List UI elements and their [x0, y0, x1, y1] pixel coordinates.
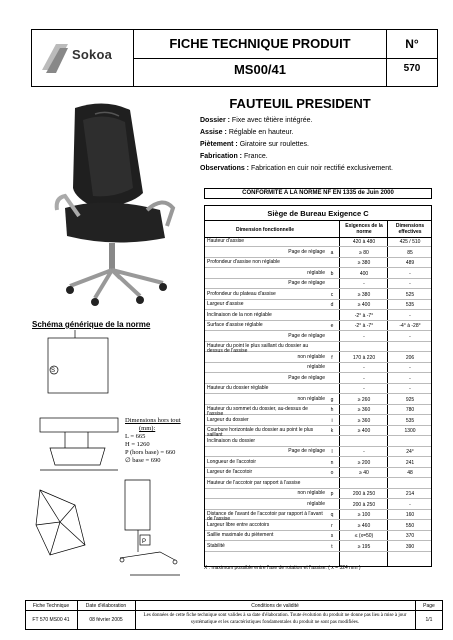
col-header: Dimension fonctionnelle: [235, 227, 295, 233]
table-row: [205, 270, 431, 279]
table-row: [205, 364, 431, 373]
table-cell: ≥ 80: [359, 249, 369, 256]
table-cell: Hauteur du sommet du dossier, au-dessus de l'assise: [207, 406, 308, 417]
table-cell: i: [331, 417, 333, 424]
table-cell: ≥ 360: [357, 417, 371, 424]
table-cell: Stabilité: [207, 542, 225, 549]
footer-conditions-value: Les données de cette fiche technique sont valides à sa date d'élaboration. Toute évolution du produit ne donne pas lieu à mise à jour systématique et les caractéristiques fondamentales du produit ne sont pas modifiées.: [143, 613, 407, 625]
footer-page-value: 1/1: [425, 617, 433, 623]
footer-header: Fiche Technique: [32, 603, 70, 609]
conformity-banner: CONFORMITE A LA NORME NF EN 1335 de Juin 2000: [204, 188, 432, 199]
table-cell: 925: [405, 396, 415, 403]
table-cell: Inclinaison du dossier: [207, 437, 256, 444]
table-cell: réglable: [307, 269, 325, 276]
table-cell: -2° à -7°: [354, 323, 374, 329]
table-row: [205, 259, 431, 268]
table-cell: 200 à 250: [352, 501, 376, 508]
table-cell: -: [363, 365, 365, 371]
table-cell: -2° à -7°: [354, 312, 374, 319]
table-row: [205, 354, 431, 363]
svg-text:S: S: [51, 368, 56, 374]
table-row: [205, 532, 431, 541]
document-type: FICHE TECHNIQUE PRODUIT: [169, 36, 351, 51]
table-row: [205, 448, 431, 457]
table-row: [205, 469, 431, 478]
table-cell: ≥ 195: [357, 543, 371, 550]
table-cell: t: [331, 543, 333, 550]
table-cell: Longueur de l'accotoir: [207, 458, 257, 465]
table-cell: b: [330, 270, 334, 277]
table-cell: -: [363, 386, 365, 392]
table-row: [205, 312, 431, 321]
table-cell: ≥ 400: [357, 302, 371, 308]
table-cell: Profondeur d'assise non réglable: [207, 259, 280, 265]
desc-line: Dossier : Fixe avec têtière intégrée.: [200, 117, 313, 124]
table-cell: c: [330, 291, 334, 298]
header-title-cell: [134, 30, 387, 86]
table-cell: f: [331, 354, 333, 361]
table-row: [205, 417, 431, 426]
table-cell: -: [363, 449, 365, 455]
table-row: [205, 322, 431, 331]
col-header: Exigences de la norme: [345, 223, 383, 235]
table-row: [205, 427, 431, 436]
table-cell: 390: [405, 543, 415, 550]
sokoa-logo-icon: [38, 40, 72, 76]
table-row: [205, 490, 431, 499]
table-cell: Hauteur du point le plus saillant du dossier au dessus de l'assise: [207, 343, 309, 354]
table-cell: -: [409, 365, 411, 371]
table-cell: h: [330, 407, 334, 413]
dimension-item: P (hors base) = 660: [125, 449, 176, 456]
dimension-item: H = 1260: [125, 441, 150, 448]
header-box: [31, 29, 438, 87]
table-cell: 400: [359, 270, 369, 277]
table-cell: -: [409, 501, 411, 508]
table-cell: -: [363, 375, 365, 382]
table-row: [205, 543, 431, 552]
table-row: [205, 333, 431, 342]
table-cell: Page de réglage: [288, 248, 325, 255]
table-cell: -: [409, 312, 411, 319]
table-cell: 241: [405, 459, 415, 466]
table-cell: ≥ 40: [359, 470, 369, 476]
table-cell: 206: [405, 354, 415, 361]
table-cell: d: [330, 302, 334, 308]
table-row: [205, 249, 431, 258]
table-cell: -: [363, 281, 365, 287]
table-cell: Hauteur de l'accotoir par rapport à l'assise: [207, 479, 301, 486]
document-footer: [25, 600, 443, 630]
table-row: [205, 511, 431, 520]
schema-title: Schéma générique de la norme: [32, 320, 151, 329]
desc-line: Observations : Fabrication en cuir noir rectifié exclusivement.: [200, 165, 393, 172]
table-row: [205, 406, 431, 415]
table-cell: réglable: [307, 364, 325, 370]
table-cell: ≥ 460: [357, 522, 371, 529]
table-cell: 550: [405, 522, 415, 529]
table-row: [205, 438, 431, 447]
table-cell: 160: [405, 512, 415, 518]
table-cell: 535: [405, 302, 415, 308]
table-cell: 214: [405, 491, 415, 497]
desc-line: Piètement : Giratoire sur roulettes.: [200, 141, 309, 148]
table-cell: p: [330, 491, 334, 497]
table-cell: 48: [407, 470, 413, 476]
dimensions-title: Dimensions hors tout: [125, 417, 181, 424]
table-cell: 85: [407, 249, 413, 256]
table-cell: ≤ (x=50): [354, 533, 374, 539]
table-cell: Largeur libre entre accotoirs: [207, 521, 270, 528]
table-cell: 420 à 480: [352, 239, 376, 245]
table-cell: 780: [405, 407, 415, 413]
table-cell: 200 à 250: [352, 491, 376, 497]
table-cell: ≥ 360: [357, 407, 371, 413]
table-cell: 370: [405, 533, 415, 539]
table-cell: Distance de l'avant de l'accotoir par rapport à l'avant de l'assise: [207, 511, 323, 522]
table-row: [205, 522, 431, 531]
product-code: MS00/41: [233, 62, 287, 77]
product-title: FAUTEUIL PRESIDENT: [229, 96, 371, 111]
product-description: [200, 115, 440, 175]
table-cell: g: [330, 396, 334, 403]
table-cell: Largeur de l'accotoir: [207, 469, 253, 475]
table-caption: Siège de Bureau Exigence C: [267, 209, 369, 218]
table-cell: ≥ 380: [357, 291, 371, 298]
chair-photo: [35, 98, 195, 313]
dimension-item: ∅ base = 690: [125, 457, 161, 464]
table-cell: n: [330, 459, 334, 466]
table-cell: réglable: [307, 500, 325, 507]
table-cell: 489: [405, 260, 415, 266]
overall-dimensions: [125, 417, 181, 465]
table-row: [205, 396, 431, 405]
svg-text:P: P: [142, 539, 147, 545]
table-cell: 1300: [404, 428, 416, 434]
table-cell: a: [330, 249, 334, 256]
table-cell: Page de réglage: [288, 374, 325, 381]
table-cell: Saillie maximale du piètement: [207, 532, 274, 538]
footer-fiche-value: FT 570 MS00 41: [32, 617, 70, 623]
header-number-cell: [387, 30, 437, 86]
table-cell: Inclinaison de la non réglable: [207, 311, 272, 318]
table-cell: 525: [405, 291, 415, 298]
table-row: [205, 501, 431, 510]
table-row: [205, 280, 431, 289]
table-cell: -: [409, 375, 411, 382]
table-row: [205, 459, 431, 468]
table-cell: e: [330, 323, 334, 329]
footer-header: Conditions de validité: [251, 603, 299, 609]
footer-date-value: 08 février 2005: [89, 617, 123, 623]
desc-line: Assise : Réglable en hauteur.: [200, 129, 294, 136]
table-cell: Hauteur du dossier réglable: [207, 385, 269, 391]
brand-name: Sokoa: [72, 47, 113, 62]
table-cell: -4° à -28°: [399, 323, 421, 329]
table-cell: Page de réglage: [288, 280, 325, 286]
table-cell: -: [409, 386, 411, 392]
table-cell: 535: [405, 417, 415, 424]
table-cell: q: [330, 512, 334, 518]
table-cell: ≥ 200: [357, 459, 371, 466]
table-cell: l: [331, 449, 333, 455]
number-label: N°: [405, 37, 419, 51]
dimensions-unit: (mm):: [139, 425, 156, 432]
desc-line: Fabrication : France.: [200, 153, 268, 160]
table-cell: Surface d'assise réglable: [207, 322, 263, 328]
table-cell: Largeur du dossier: [207, 416, 249, 423]
table-cell: o: [330, 470, 334, 476]
table-cell: r: [331, 522, 333, 529]
norm-table: [204, 205, 432, 567]
table-cell: 24°: [406, 449, 414, 455]
footer-header: Date d'élaboration: [85, 603, 127, 609]
table-row: [205, 238, 431, 247]
col-header: Dimensions effectives: [395, 223, 425, 235]
table-cell: non réglable: [297, 395, 325, 402]
table-cell: 425 / 510: [399, 239, 421, 245]
table-cell: Courbure horizontale du dossier au point le plus saillant: [207, 427, 314, 438]
table-cell: Largeur d'assise: [207, 301, 244, 307]
table-row: [205, 385, 431, 394]
table-cell: Page de réglage: [288, 332, 325, 339]
table-cell: 170 à 220: [352, 354, 376, 361]
table-cell: -: [409, 270, 411, 277]
table-cell: Profondeur du plateau d'assise: [207, 290, 276, 297]
table-cell: ≥ 380: [357, 260, 371, 266]
table-cell: ≥ 100: [357, 512, 371, 518]
table-row: [205, 480, 431, 489]
table-row: [205, 375, 431, 384]
table-cell: -: [409, 333, 411, 340]
table-cell: Page de réglage: [288, 448, 325, 454]
table-cell: non réglable: [297, 353, 325, 360]
table-cell: -: [363, 333, 365, 340]
dimension-item: L = 665: [125, 433, 146, 440]
table-cell: Hauteur d'assise: [207, 238, 245, 244]
table-row: [205, 291, 431, 300]
footer-header: Page: [423, 603, 435, 609]
number-value: 570: [403, 63, 421, 74]
table-row: [205, 301, 431, 310]
table-footnote: X : maximum possible entre l'axe de rotation et l'assise. ( x = 324 mm ): [204, 565, 361, 571]
table-cell: non réglable: [297, 490, 325, 496]
table-cell: ≥ 260: [357, 396, 371, 403]
table-cell: s: [330, 533, 334, 539]
brand-logo: [32, 30, 134, 86]
table-cell: -: [409, 281, 411, 287]
table-cell: ≥ 400: [357, 428, 371, 434]
table-row: [205, 343, 431, 352]
table-cell: k: [330, 428, 334, 434]
